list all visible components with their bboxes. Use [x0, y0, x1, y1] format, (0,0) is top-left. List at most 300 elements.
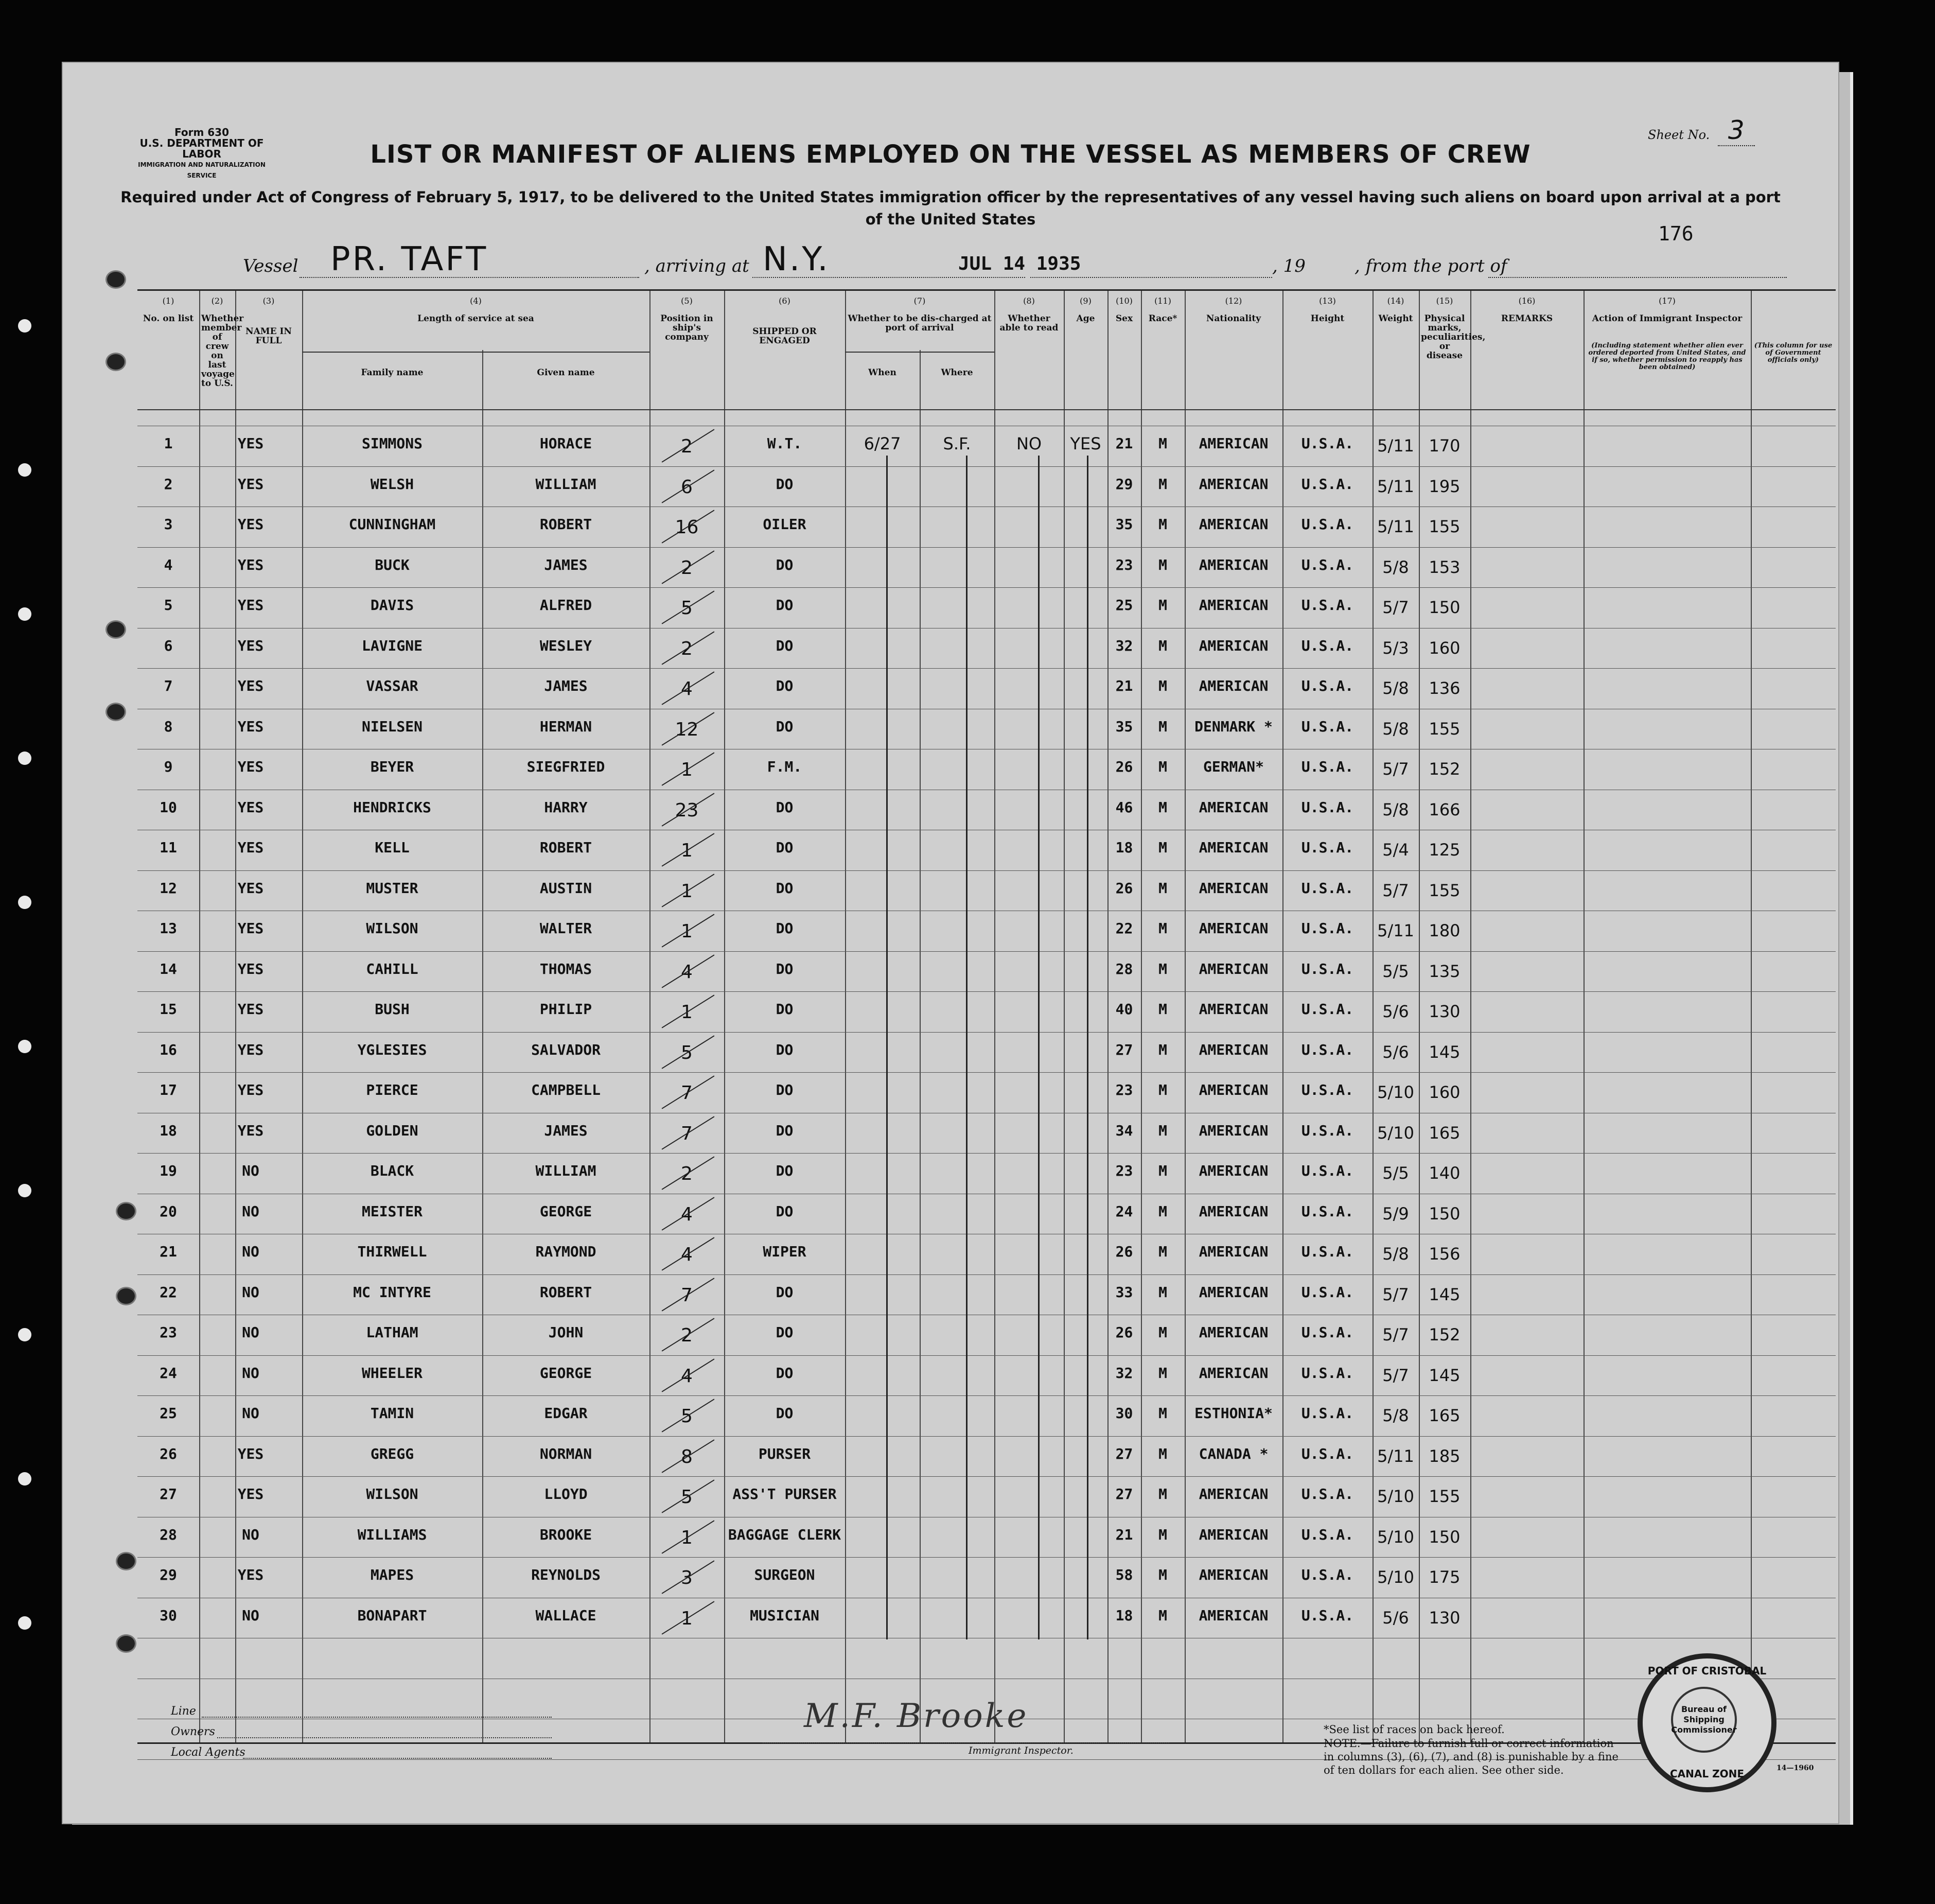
crew-position: DO [776, 1122, 794, 1139]
crew-position: PURSER [758, 1445, 811, 1462]
column-number: (16) [1518, 296, 1536, 306]
crew-sex: M [1158, 960, 1167, 977]
column-header: NAME IN FULL [245, 326, 292, 346]
punch-hole [18, 1616, 31, 1630]
crew-sex: M [1158, 758, 1167, 775]
crew-position: DO [776, 475, 794, 493]
crew-family: MC INTYRE [353, 1283, 431, 1301]
crew-nat: U.S.A. [1301, 516, 1354, 533]
crew-age: 21 [1115, 1526, 1133, 1543]
crew-family: NIELSEN [361, 718, 423, 735]
crew-nat: U.S.A. [1301, 839, 1354, 856]
crew-family: THIRWELL [357, 1243, 427, 1260]
crew-prev: NO [242, 1405, 259, 1422]
crew-age: 33 [1115, 1283, 1133, 1301]
crew-weight: 195 [1429, 476, 1461, 496]
crew-given: HARRY [544, 798, 588, 816]
crew-nat: U.S.A. [1301, 475, 1354, 493]
crew-service: 7 [681, 1284, 693, 1306]
crew-position: DO [776, 960, 794, 977]
crew-race: AMERICAN [1199, 1001, 1269, 1018]
crew-service: 2 [681, 1325, 693, 1346]
crew-nat: U.S.A. [1301, 1445, 1354, 1462]
crew-prev: YES [237, 677, 264, 694]
crew-position: DO [776, 1162, 794, 1179]
crew-weight: 130 [1429, 1608, 1461, 1628]
crew-race: CANADA * [1199, 1445, 1269, 1462]
crew-prev: YES [237, 475, 264, 493]
crew-weight: 155 [1429, 880, 1461, 900]
crew-weight: 185 [1429, 1446, 1461, 1466]
crew-race: AMERICAN [1199, 475, 1269, 493]
binder-ring [105, 270, 126, 289]
crew-height: 5/8 [1382, 678, 1409, 698]
crew-position: DO [776, 1364, 794, 1382]
crew-position: DO [776, 839, 794, 856]
crew-no: 3 [164, 516, 173, 533]
ditto-line [1087, 456, 1088, 1639]
crew-given: AUSTIN [539, 879, 592, 897]
form-number: Form 630 [174, 126, 229, 138]
subheader-inspector-note: (This column for use of Government officials only) [1754, 342, 1833, 364]
binder-ring [116, 1287, 136, 1305]
crew-service: 16 [675, 517, 699, 538]
crew-age: 35 [1115, 516, 1133, 533]
crew-height: 5/11 [1377, 517, 1414, 536]
column-number: (11) [1154, 296, 1171, 306]
crew-race: AMERICAN [1199, 1364, 1269, 1382]
crew-race: AMERICAN [1199, 1202, 1269, 1220]
first-row-where: S.F. [943, 434, 971, 453]
crew-age: 46 [1115, 798, 1133, 816]
crew-weight: 153 [1429, 557, 1461, 577]
crew-age: 21 [1115, 435, 1133, 452]
crew-height: 5/4 [1382, 840, 1409, 860]
crew-position: DO [776, 920, 794, 937]
subheader-given: Given name [537, 368, 595, 378]
crew-given: WILLIAM [535, 475, 596, 493]
crew-weight: 150 [1429, 1527, 1461, 1547]
crew-nat: U.S.A. [1301, 677, 1354, 694]
crew-sex: M [1158, 435, 1167, 452]
crew-sex: M [1158, 1202, 1167, 1220]
crew-family: WHEELER [361, 1364, 423, 1382]
crew-prev: YES [237, 718, 264, 735]
crew-given: WILLIAM [535, 1162, 596, 1179]
crew-nat: U.S.A. [1301, 1162, 1354, 1179]
crew-height: 5/7 [1382, 1325, 1409, 1344]
crew-weight: 135 [1429, 961, 1461, 981]
crew-given: SALVADOR [531, 1041, 601, 1058]
crew-weight: 165 [1429, 1406, 1461, 1425]
column-number: (8) [1023, 296, 1035, 306]
sheet-number-value: 3 [1718, 115, 1755, 146]
arrival-date-stamp: JUL 14 1935 [958, 253, 1081, 274]
crew-weight: 175 [1429, 1567, 1461, 1587]
crew-weight: 155 [1429, 1487, 1461, 1506]
crew-race: AMERICAN [1199, 1162, 1269, 1179]
crew-service: 1 [681, 759, 693, 780]
crew-age: 32 [1115, 637, 1133, 654]
crew-race: AMERICAN [1199, 1526, 1269, 1543]
crew-age: 34 [1115, 1122, 1133, 1139]
crew-nat: U.S.A. [1301, 1606, 1354, 1624]
crew-family: WELSH [370, 475, 414, 493]
column-header: SHIPPED OR ENGAGED [752, 326, 817, 346]
crew-no: 8 [164, 718, 173, 735]
ruled-line [137, 1476, 1836, 1477]
crew-prev: NO [242, 1283, 259, 1301]
crew-sex: M [1158, 1001, 1167, 1018]
arrival-port: N.Y. [763, 240, 830, 278]
crew-sex: M [1158, 1324, 1167, 1341]
header-subdivider [845, 352, 994, 353]
crew-age: 26 [1115, 1324, 1133, 1341]
crew-sex: M [1158, 1566, 1167, 1583]
crew-position: MUSICIAN [750, 1606, 819, 1624]
service-name: IMMIGRATION AND NATURALIZATION SERVICE [138, 161, 266, 179]
crew-race: AMERICAN [1199, 597, 1269, 614]
crew-height: 5/10 [1377, 1527, 1414, 1547]
crew-given: HORACE [539, 435, 592, 452]
inspector-label: Immigrant Inspector. [969, 1745, 1074, 1756]
crew-nat: U.S.A. [1301, 435, 1354, 452]
crew-age: 30 [1115, 1405, 1133, 1422]
crew-race: DENMARK * [1194, 718, 1273, 735]
punch-hole [18, 1472, 31, 1486]
crew-weight: 145 [1429, 1365, 1461, 1385]
crew-service: 1 [681, 840, 693, 861]
crew-age: 18 [1115, 839, 1133, 856]
crew-position: ASS'T PURSER [732, 1486, 837, 1503]
punch-hole [18, 1040, 31, 1053]
column-header: Height [1310, 313, 1345, 324]
crew-prev: YES [237, 879, 264, 897]
crew-nat: U.S.A. [1301, 758, 1354, 775]
crew-prev: YES [237, 839, 264, 856]
ruled-line [137, 951, 1836, 952]
crew-no: 5 [164, 597, 173, 614]
column-header: Whether member of crew on last voyage to U.S. [201, 313, 244, 389]
crew-prev: NO [242, 1526, 259, 1543]
crew-sex: M [1158, 798, 1167, 816]
crew-sex: M [1158, 637, 1167, 654]
crew-prev: YES [237, 798, 264, 816]
header-divider [137, 409, 1836, 410]
crew-weight: 166 [1429, 799, 1461, 819]
ruled-line [137, 1153, 1836, 1154]
crew-no: 7 [164, 677, 173, 694]
crew-prev: YES [237, 960, 264, 977]
crew-no: 29 [160, 1566, 177, 1583]
column-number: (10) [1116, 296, 1133, 306]
crew-service: 8 [681, 1446, 693, 1468]
crew-family: CAHILL [366, 960, 418, 977]
department-name: U.S. DEPARTMENT OF LABOR [139, 137, 264, 160]
column-divider [845, 291, 846, 1742]
crew-race: AMERICAN [1199, 1606, 1269, 1624]
crew-sex: M [1158, 597, 1167, 614]
crew-family: DAVIS [370, 597, 414, 614]
crew-race: AMERICAN [1199, 637, 1269, 654]
crew-service: 1 [681, 921, 693, 942]
crew-weight: 152 [1429, 759, 1461, 779]
crew-weight: 145 [1429, 1042, 1461, 1062]
crew-position: SURGEON [754, 1566, 815, 1583]
crew-family: BUCK [375, 556, 410, 573]
crew-race: AMERICAN [1199, 516, 1269, 533]
crew-given: LLOYD [544, 1486, 588, 1503]
owners-label: Owners [171, 1725, 215, 1738]
crew-no: 15 [160, 1001, 177, 1018]
crew-weight: 150 [1429, 1203, 1461, 1224]
crew-position: DO [776, 1202, 794, 1220]
column-number: (3) [262, 296, 275, 306]
crew-position: BAGGAGE CLERK [728, 1526, 841, 1543]
crew-prev: NO [242, 1162, 259, 1179]
binder-ring [105, 620, 126, 639]
crew-given: ROBERT [539, 516, 592, 533]
crew-position: OILER [763, 516, 806, 533]
crew-race: AMERICAN [1199, 879, 1269, 897]
ruled-line [137, 1032, 1836, 1033]
crew-prev: YES [237, 1041, 264, 1058]
crew-sex: M [1158, 1364, 1167, 1382]
manifest-sheet [62, 62, 1839, 1824]
crew-sex: M [1158, 1041, 1167, 1058]
crew-age: 24 [1115, 1202, 1133, 1220]
crew-service: 2 [681, 557, 693, 579]
crew-no: 20 [160, 1202, 177, 1220]
column-number: (14) [1387, 296, 1404, 306]
crew-nat: U.S.A. [1301, 1405, 1354, 1422]
crew-given: EDGAR [544, 1405, 588, 1422]
year-label: , 19 [1272, 256, 1306, 276]
crew-position: DO [776, 1405, 794, 1422]
crew-nat: U.S.A. [1301, 1122, 1354, 1139]
crew-prev: YES [237, 1081, 264, 1098]
crew-height: 5/7 [1382, 1365, 1409, 1385]
crew-family: KELL [375, 839, 410, 856]
crew-family: LATHAM [366, 1324, 418, 1341]
first-row-discharged: NO [1016, 434, 1042, 453]
crew-weight: 156 [1429, 1244, 1461, 1264]
column-header: Whether to be dis-charged at port of arrival [848, 313, 992, 333]
crew-family: TAMIN [370, 1405, 414, 1422]
crew-age: 27 [1115, 1041, 1133, 1058]
crew-prev: YES [237, 556, 264, 573]
crew-no: 28 [160, 1526, 177, 1543]
crew-height: 5/7 [1382, 598, 1409, 617]
penalty-note: NOTE.—Failure to furnish full or correct information in columns (3), (6), (7), and (8) is punishable by a fine of ten dollars for each alien. See other side. [1324, 1737, 1619, 1776]
crew-family: GREGG [370, 1445, 414, 1462]
binder-ring [116, 1634, 136, 1653]
crew-sex: M [1158, 1081, 1167, 1098]
ruled-line [137, 547, 1836, 548]
punch-hole [18, 463, 31, 477]
punch-hole [18, 896, 31, 909]
crew-no: 18 [160, 1122, 177, 1139]
crew-position: W.T. [767, 435, 802, 452]
crew-race: AMERICAN [1199, 920, 1269, 937]
crew-given: WALTER [539, 920, 592, 937]
crew-no: 4 [164, 556, 173, 573]
arriving-label: , arriving at [644, 256, 749, 276]
crew-nat: U.S.A. [1301, 718, 1354, 735]
column-number: (1) [162, 296, 174, 306]
crew-family: SIMMONS [361, 435, 423, 452]
punch-hole [18, 319, 31, 333]
crew-age: 32 [1115, 1364, 1133, 1382]
crew-family: PIERCE [366, 1081, 418, 1098]
crew-no: 19 [160, 1162, 177, 1179]
crew-height: 5/10 [1377, 1123, 1414, 1143]
crew-given: JAMES [544, 556, 588, 573]
crew-age: 29 [1115, 475, 1133, 493]
crew-weight: 155 [1429, 719, 1461, 739]
crew-position: DO [776, 718, 794, 735]
crew-no: 11 [160, 839, 177, 856]
crew-race: AMERICAN [1199, 1081, 1269, 1098]
crew-nat: U.S.A. [1301, 960, 1354, 977]
crew-sex: M [1158, 516, 1167, 533]
crew-race: AMERICAN [1199, 839, 1269, 856]
crew-sex: M [1158, 1122, 1167, 1139]
crew-position: DO [776, 1324, 794, 1341]
crew-given: ROBERT [539, 839, 592, 856]
column-header: Position in ship's company [660, 313, 713, 342]
crew-given: THOMAS [539, 960, 592, 977]
crew-service: 4 [681, 961, 693, 983]
crew-age: 26 [1115, 1243, 1133, 1260]
line-label: Line [171, 1705, 196, 1718]
crew-weight: 165 [1429, 1123, 1461, 1143]
punch-hole [18, 752, 31, 765]
crew-given: GEORGE [539, 1202, 592, 1220]
crew-position: DO [776, 556, 794, 573]
crew-given: BROOKE [539, 1526, 592, 1543]
crew-height: 5/5 [1382, 1163, 1409, 1183]
crew-race: AMERICAN [1199, 1486, 1269, 1503]
crew-weight: 170 [1429, 436, 1461, 456]
crew-age: 40 [1115, 1001, 1133, 1018]
crew-sex: M [1158, 556, 1167, 573]
sheet-number-label: Sheet No. [1648, 128, 1710, 142]
column-number: (2) [211, 296, 223, 306]
crew-height: 5/6 [1382, 1042, 1409, 1062]
ruled-line [137, 1436, 1836, 1437]
column-divider [1470, 291, 1471, 1742]
seal-top-text: PORT OF CRISTOBAL [1647, 1665, 1767, 1677]
binder-ring [105, 353, 126, 371]
column-header: Race* [1148, 313, 1177, 324]
ditto-line [1038, 456, 1040, 1639]
crew-family: WILSON [366, 920, 418, 937]
column-header: Action of Immigrant Inspector [1592, 313, 1743, 324]
crew-height: 5/8 [1382, 1406, 1409, 1425]
inspector-signature: M.F. Brooke [804, 1697, 1029, 1735]
crew-nat: U.S.A. [1301, 920, 1354, 937]
crew-height: 5/7 [1382, 1284, 1409, 1304]
crew-service: 1 [681, 1002, 693, 1023]
crew-nat: U.S.A. [1301, 1526, 1354, 1543]
crew-family: BLACK [370, 1162, 414, 1179]
first-row-read: YES [1070, 434, 1101, 453]
crew-no: 27 [160, 1486, 177, 1503]
crew-age: 18 [1115, 1606, 1133, 1624]
column-header: No. on list [143, 313, 194, 324]
column-header: REMARKS [1501, 313, 1553, 324]
crew-age: 35 [1115, 718, 1133, 735]
crew-no: 26 [160, 1445, 177, 1462]
port-of-cristobal-seal [1638, 1653, 1776, 1792]
vessel-label: Vessel [243, 256, 298, 276]
crew-no: 2 [164, 475, 173, 493]
crew-position: WIPER [763, 1243, 806, 1260]
crew-height: 5/3 [1382, 638, 1409, 658]
crew-height: 5/10 [1377, 1487, 1414, 1506]
crew-race: AMERICAN [1199, 1324, 1269, 1341]
crew-service: 4 [681, 1203, 693, 1225]
crew-nat: U.S.A. [1301, 879, 1354, 897]
vessel-name: PR. TAFT [330, 240, 488, 278]
crew-nat: U.S.A. [1301, 1283, 1354, 1301]
crew-race: AMERICAN [1199, 1243, 1269, 1260]
column-number: (12) [1225, 296, 1242, 306]
crew-prev: YES [237, 1486, 264, 1503]
crew-family: LAVIGNE [361, 637, 423, 654]
column-number: (4) [470, 296, 482, 306]
from-port-label: , from the port of [1354, 256, 1507, 276]
crew-height: 5/11 [1377, 1446, 1414, 1466]
crew-height: 5/7 [1382, 759, 1409, 779]
crew-family: BEYER [370, 758, 414, 775]
crew-position: DO [776, 798, 794, 816]
crew-given: HERMAN [539, 718, 592, 735]
crew-prev: NO [242, 1243, 259, 1260]
crew-given: CAMPBELL [531, 1081, 601, 1098]
crew-height: 5/5 [1382, 961, 1409, 981]
ruled-line [137, 1395, 1836, 1396]
crew-race: AMERICAN [1199, 435, 1269, 452]
crew-age: 26 [1115, 758, 1133, 775]
crew-no: 6 [164, 637, 173, 654]
crew-position: DO [776, 1081, 794, 1098]
crew-no: 22 [160, 1283, 177, 1301]
crew-given: WALLACE [535, 1606, 596, 1624]
ruled-line [137, 668, 1836, 669]
crew-position: DO [776, 1283, 794, 1301]
crew-nat: U.S.A. [1301, 1001, 1354, 1018]
subheader-remarks-note: (Including statement whether alien ever ordered deported from United States, and if so, whether permission to reapply has been obtained) [1588, 342, 1746, 371]
crew-age: 58 [1115, 1566, 1133, 1583]
crew-given: JAMES [544, 1122, 588, 1139]
crew-position: DO [776, 677, 794, 694]
crew-age: 21 [1115, 677, 1133, 694]
crew-service: 5 [681, 1487, 693, 1508]
crew-sex: M [1158, 718, 1167, 735]
crew-service: 7 [681, 1123, 693, 1144]
form-code: 14—1960 [1776, 1764, 1814, 1772]
crew-no: 16 [160, 1041, 177, 1058]
crew-no: 25 [160, 1405, 177, 1422]
crew-given: SIEGFRIED [526, 758, 605, 775]
crew-nat: U.S.A. [1301, 1202, 1354, 1220]
crew-race: AMERICAN [1199, 1041, 1269, 1058]
subheader-when: When [868, 368, 896, 378]
crew-prev: YES [237, 597, 264, 614]
subheader-where: Where [941, 368, 973, 378]
